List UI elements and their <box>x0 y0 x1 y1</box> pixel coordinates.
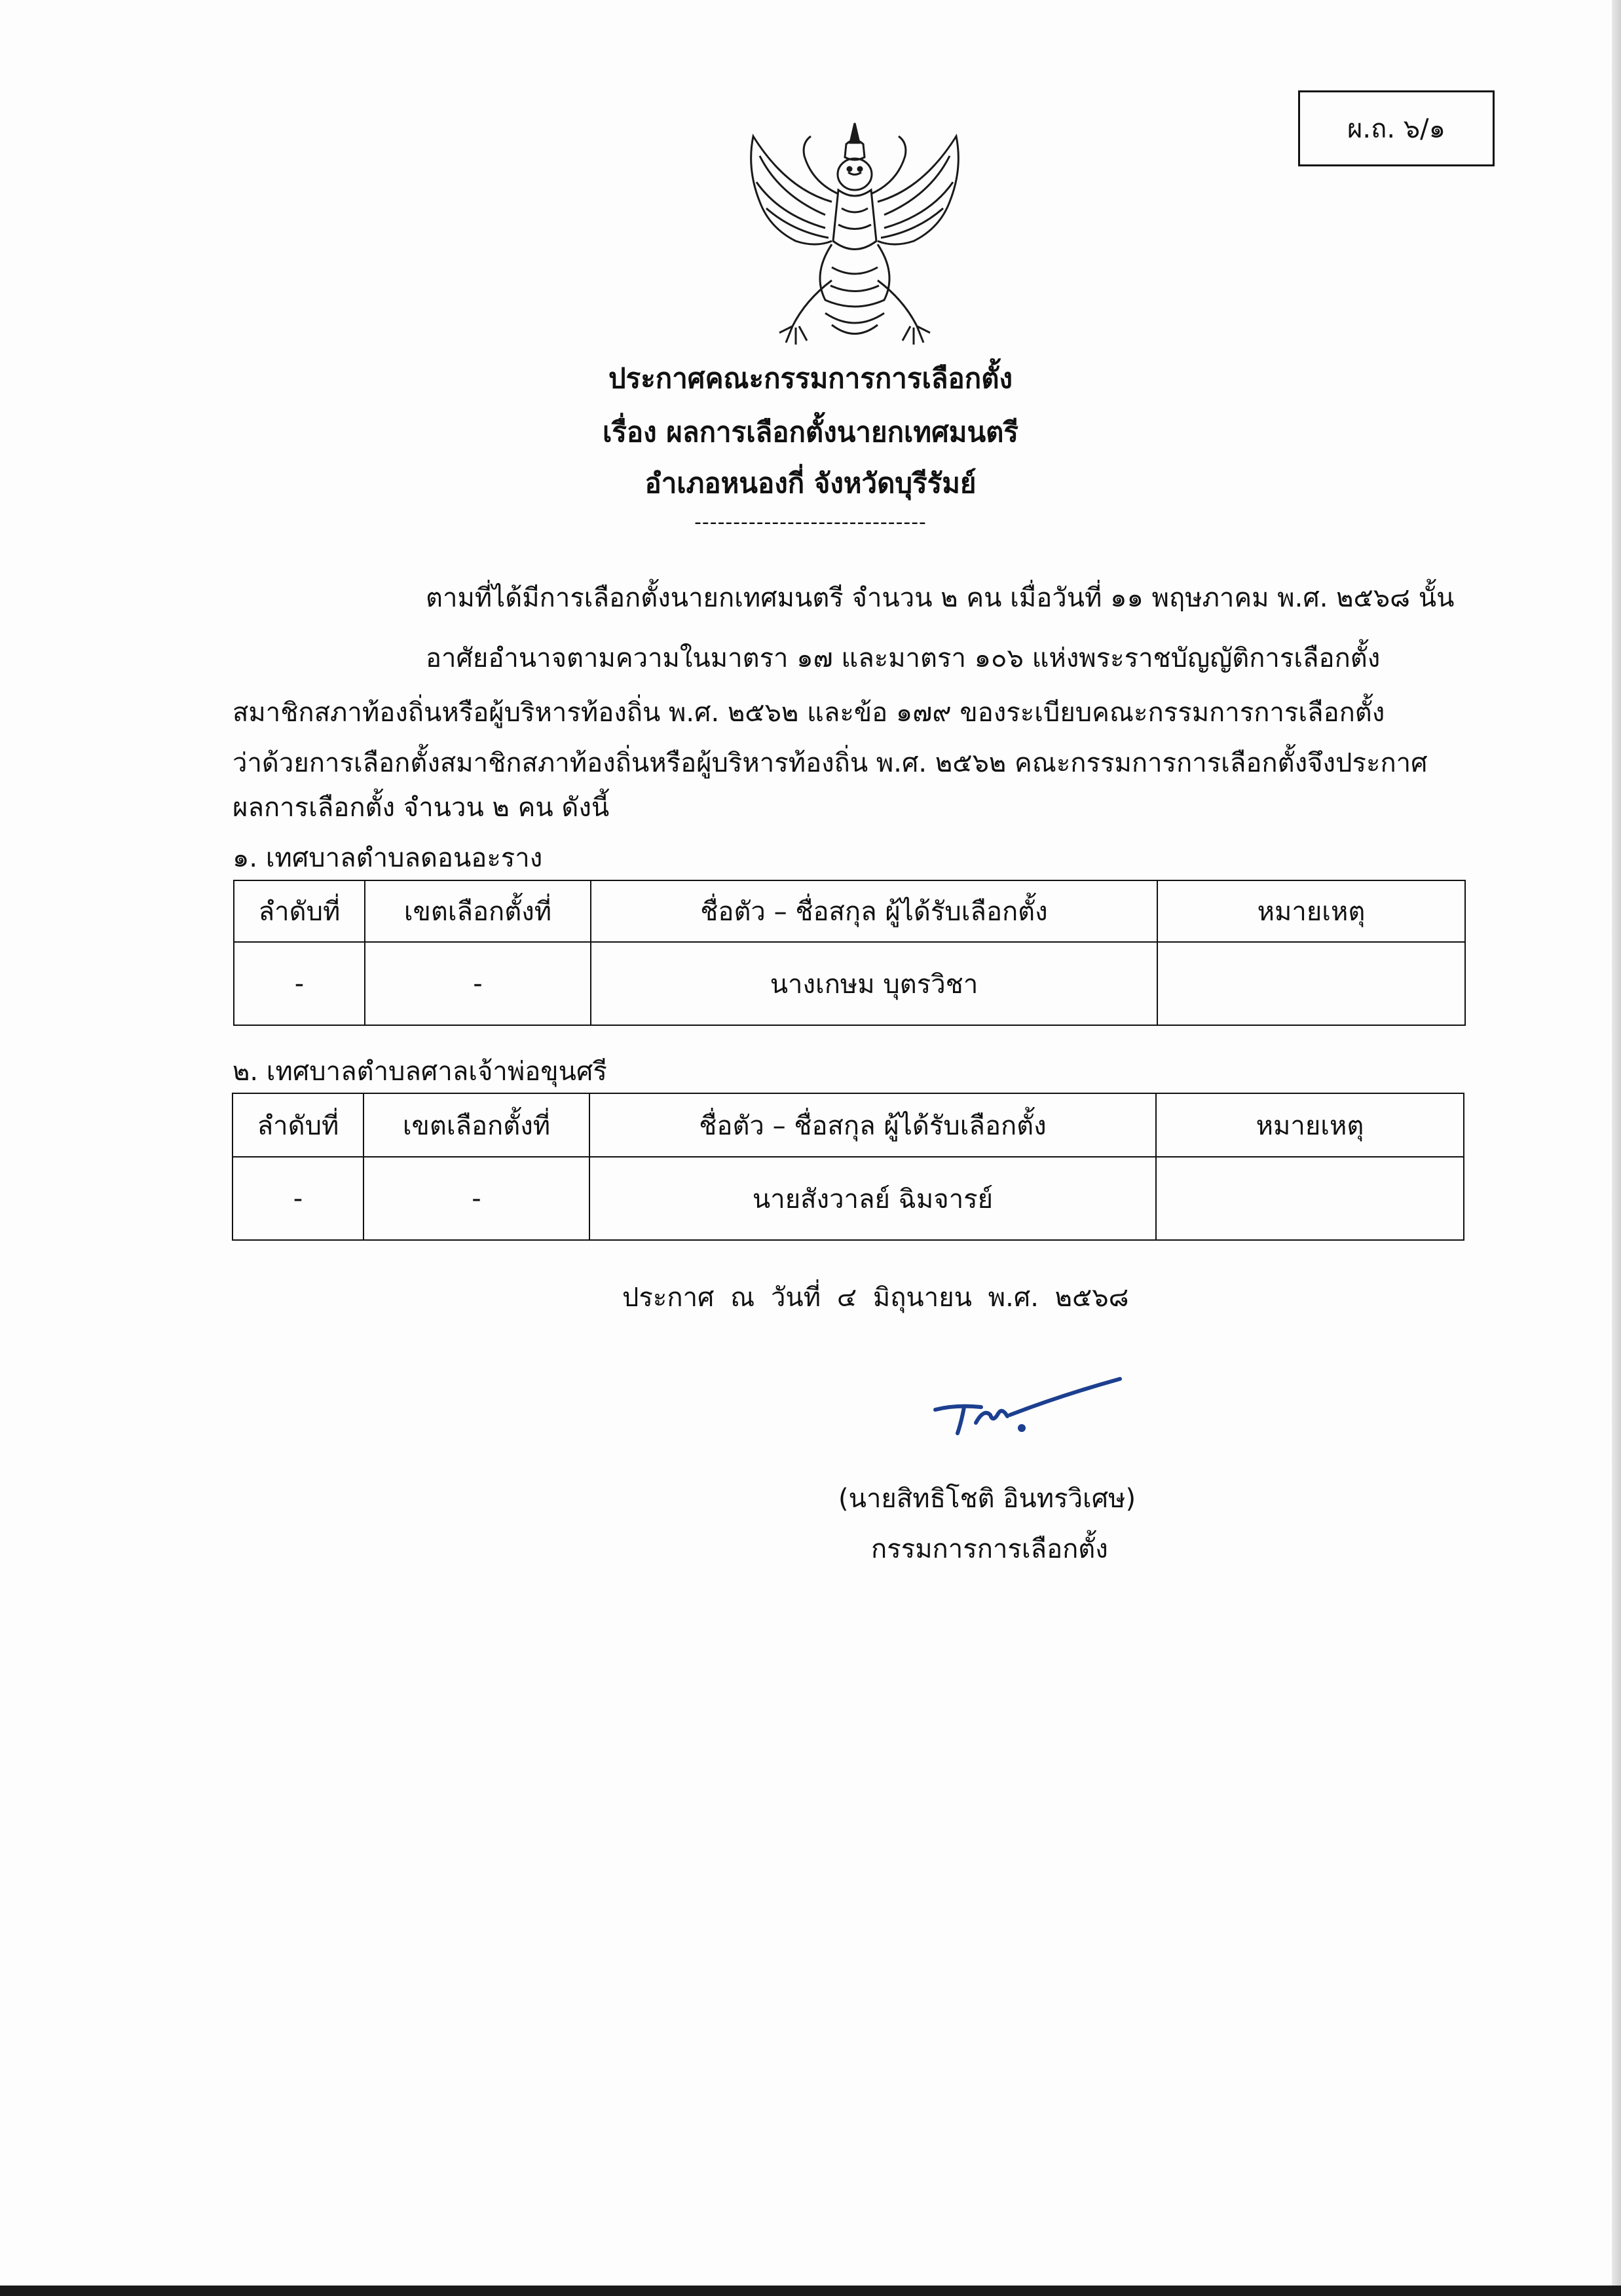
announcement-location: อำเภอหนองกี่ จังหวัดบุรีรัมย์ <box>644 467 977 499</box>
cell-district: - <box>365 942 591 1025</box>
form-code-box <box>1298 90 1495 166</box>
header-name: ชื่อตัว – ชื่อสกุล ผู้ได้รับเลือกตั้ง <box>589 1093 1156 1157</box>
signer-name: (นายสิทธิโชติ อินทรวิเศษ) <box>838 1484 1136 1514</box>
heading-divider: ------------------------------ <box>694 511 927 534</box>
results-table-1 <box>233 880 1466 1026</box>
cell-district: - <box>363 1157 589 1240</box>
intro-paragraph: ตามที่ได้มีการเลือกตั้งนายกเทศมนตรี จำนวน ๒ คน เมื่อวันที่ ๑๑ พฤษภาคม พ.ศ. ๒๕๖๘ นั้น <box>426 583 1455 613</box>
scan-edge-right <box>1612 0 1621 2296</box>
table-header-row <box>233 1093 1464 1157</box>
cell-name: นายสังวาลย์ ฉิมจารย์ <box>589 1157 1156 1240</box>
cell-note <box>1157 942 1465 1025</box>
cell-note <box>1156 1157 1464 1240</box>
announcement-date: ประกาศ ณ วันที่ ๔ มิถุนายน พ.ศ. ๒๕๖๘ <box>622 1283 1129 1313</box>
header-order: ลำดับที่ <box>234 880 365 942</box>
form-code-label: ผ.ถ. ๖/๑ <box>1347 114 1446 144</box>
header-name: ชื่อตัว – ชื่อสกุล ผู้ได้รับเลือกตั้ง <box>591 880 1157 942</box>
announcement-title: ประกาศคณะกรรมการการเลือกตั้ง <box>608 362 1013 394</box>
scan-edge-bottom <box>0 2286 1621 2296</box>
table-row <box>234 942 1465 1025</box>
header-note: หมายเหตุ <box>1156 1093 1464 1157</box>
signer-title: กรรมการการเลือกตั้ง <box>871 1534 1108 1564</box>
body-line-4: ผลการเลือกตั้ง จำนวน ๒ คน ดังนี้ <box>233 793 610 823</box>
results-table-2 <box>232 1093 1464 1241</box>
cell-name: นางเกษม บุตรวิชา <box>591 942 1157 1025</box>
table-header-row <box>234 880 1465 942</box>
garuda-emblem-icon <box>734 117 976 356</box>
header-note: หมายเหตุ <box>1157 880 1465 942</box>
header-district: เขตเลือกตั้งที่ <box>363 1093 589 1157</box>
body-line-3: ว่าด้วยการเลือกตั้งสมาชิกสภาท้องถิ่นหรือผู้บริหารท้องถิ่น พ.ศ. ๒๕๖๒ คณะกรรมการการเลือกตั้งจึงประกาศ <box>233 748 1428 778</box>
cell-order: - <box>233 1157 363 1240</box>
body-line-1: อาศัยอำนาจตามความในมาตรา ๑๗ และมาตรา ๑๐๖ แห่งพระราชบัญญัติการเลือกตั้ง <box>426 643 1381 673</box>
cell-order: - <box>234 942 365 1025</box>
table-row <box>233 1157 1464 1240</box>
section-title-1: ๑. เทศบาลตำบลดอนอะราง <box>233 843 543 873</box>
handwritten-signature-icon <box>930 1376 1127 1438</box>
section-title-2: ๒. เทศบาลตำบลศาลเจ้าพ่อขุนศรี <box>233 1057 607 1087</box>
header-district: เขตเลือกตั้งที่ <box>365 880 591 942</box>
body-line-2: สมาชิกสภาท้องถิ่นหรือผู้บริหารท้องถิ่น พ.ศ. ๒๕๖๒ และข้อ ๑๗๙ ของระเบียบคณะกรรมการการเลือกตั้ง <box>233 698 1385 728</box>
header-order: ลำดับที่ <box>233 1093 363 1157</box>
announcement-subject: เรื่อง ผลการเลือกตั้งนายกเทศมนตรี <box>603 416 1018 448</box>
